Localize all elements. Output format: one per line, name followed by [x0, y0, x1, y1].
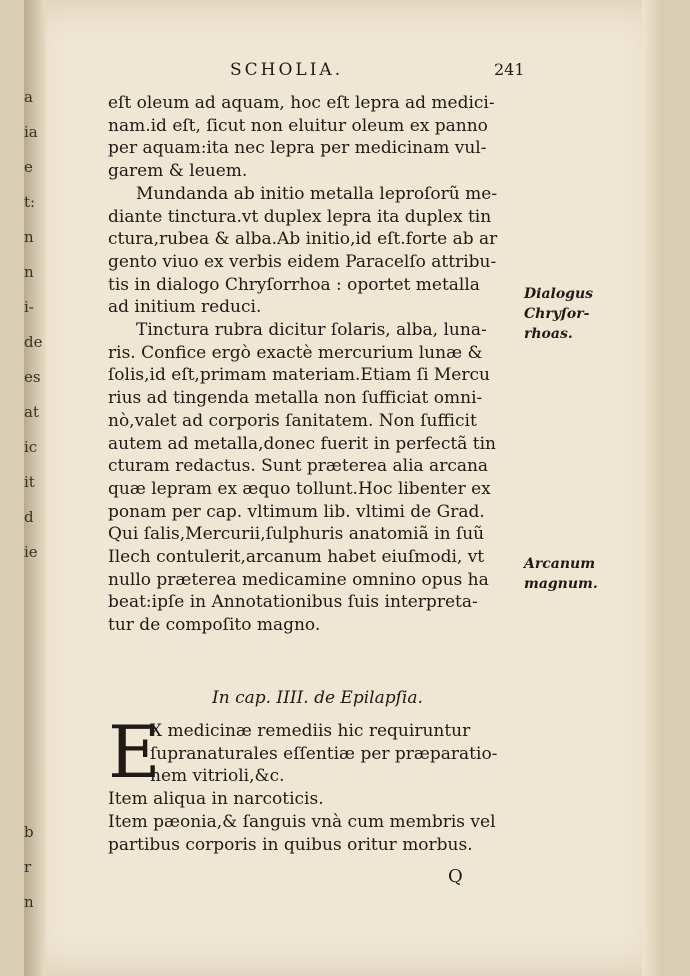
- gutter-mark: ia: [24, 123, 38, 141]
- gutter-mark: es: [24, 368, 41, 386]
- text-line: nam.id eſt, ſicut non eluitur oleum ex panno: [108, 115, 488, 136]
- text-line: Item pæonia,& ſanguis vnà cum membris vel: [108, 811, 496, 832]
- text-line: gento viuo ex verbis eidem Paracelſo attribu-: [108, 251, 497, 272]
- section-body: [108, 710, 538, 856]
- margin-note-dialogus: [524, 284, 624, 344]
- gutter-mark: [24, 675, 38, 710]
- margin-note-line: Chryſor-: [524, 306, 590, 322]
- text-line: garem & leuem.: [108, 161, 248, 182]
- gutter-mark: e: [24, 158, 33, 176]
- gutter-mark: [24, 570, 38, 605]
- page-header: [160, 60, 540, 84]
- text-line: Tinctura rubra dicitur ſolaris, alba, luna-: [136, 320, 487, 341]
- gutter-mark: [24, 745, 38, 780]
- text-line: per aquam:ita nec lepra per medicinam vul-: [108, 138, 487, 159]
- text-line: ſupranaturales eſſentiæ per præparatio-: [150, 743, 498, 764]
- gutter-mark: [24, 640, 38, 675]
- page-edge: [642, 0, 664, 976]
- text-line: ad initium reduci.: [108, 297, 262, 318]
- text-line: Item aliqua in narcoticis.: [108, 789, 324, 810]
- text-line: ponam per cap. vltimum lib. vltimi de Grad.: [108, 501, 485, 522]
- gutter-mark: a: [24, 88, 33, 106]
- text-line: rius ad tingenda metalla non ſufficiat omni-: [108, 388, 483, 409]
- gutter-mark: it: [24, 473, 35, 491]
- text-line: ſolis,id eſt,primam materiam.Etiam ſi Mercu: [108, 365, 490, 386]
- text-line: beat:ipſe in Annotationibus ſuis interpreta-: [108, 592, 478, 613]
- text-line: quæ lepram ex æquo tollunt.Hoc libenter ex: [108, 478, 491, 499]
- margin-note-line: Arcanum: [524, 556, 596, 572]
- margin-note-line: magnum.: [524, 576, 598, 592]
- text-line: ris. Confice ergò exactè mercurium lunæ &: [108, 342, 483, 363]
- text-line: partibus corporis in quibus oritur morbus.: [108, 834, 473, 855]
- gutter-mark: t:: [24, 193, 36, 211]
- text-line: eſt oleum ad aquam, hoc eſt lepra ad medici-: [108, 93, 495, 113]
- drop-cap: E: [108, 710, 161, 794]
- page-number: 241: [494, 60, 525, 79]
- gutter-mark: [24, 710, 38, 745]
- body-text: [108, 92, 528, 637]
- text-line: Mundanda ab initio metalla leproſorũ me-: [136, 183, 498, 204]
- text-line: nullo præterea medicamine omnino opus ha: [108, 569, 489, 590]
- gutter-mark: at: [24, 403, 39, 421]
- text-line: cturam redactus. Sunt præterea alia arcana: [108, 456, 489, 477]
- text-line: Ilech contulerit,arcanum habet eiuſmodi, vt: [108, 547, 485, 568]
- gutter-mark: d: [24, 508, 34, 526]
- text-line: autem ad metalla,donec fuerit in perfectã tin: [108, 433, 496, 454]
- section-heading: In cap. IIII. de Epilapſia.: [212, 688, 423, 708]
- facing-page-fragments: [24, 80, 43, 920]
- margin-note-line: rhoas.: [524, 326, 573, 342]
- gutter-mark: i-: [24, 298, 34, 316]
- text-line: nem vitrioli,&c.: [150, 766, 285, 787]
- running-title: SCHOLIA.: [230, 60, 344, 80]
- gutter-mark: de: [24, 333, 43, 351]
- gutter-mark: n: [24, 228, 34, 246]
- text-line: Qui ſalis,Mercurii,ſulphuris anatomiã in ſuũ: [108, 524, 485, 545]
- gutter-mark: r: [24, 858, 32, 876]
- gutter-mark: b: [24, 823, 34, 841]
- text-line: diante tinctura.vt duplex lepra ita duplex tin: [108, 206, 492, 227]
- margin-note-line: Dialogus: [524, 286, 594, 302]
- gutter-mark: n: [24, 893, 34, 911]
- margin-note-arcanum: [524, 554, 624, 594]
- text-line: tis in dialogo Chryſorrhoa : oportet metalla: [108, 274, 480, 295]
- text-line: ctura,rubea & alba.Ab initio,id eſt.forte ab ar: [108, 229, 498, 250]
- text-line: tur de compoſito magno.: [108, 615, 321, 636]
- gutter-mark: n: [24, 263, 34, 281]
- gutter-mark: [24, 780, 38, 815]
- text-line: nò,valet ad corporis ſanitatem. Non ſufficit: [108, 410, 477, 431]
- gutter-mark: ie: [24, 543, 38, 561]
- gutter-mark: ic: [24, 438, 38, 456]
- text-line: X medicinæ remediis hic requiruntur: [150, 721, 471, 741]
- gutter-mark: [24, 605, 38, 640]
- catchword: Q: [448, 866, 463, 887]
